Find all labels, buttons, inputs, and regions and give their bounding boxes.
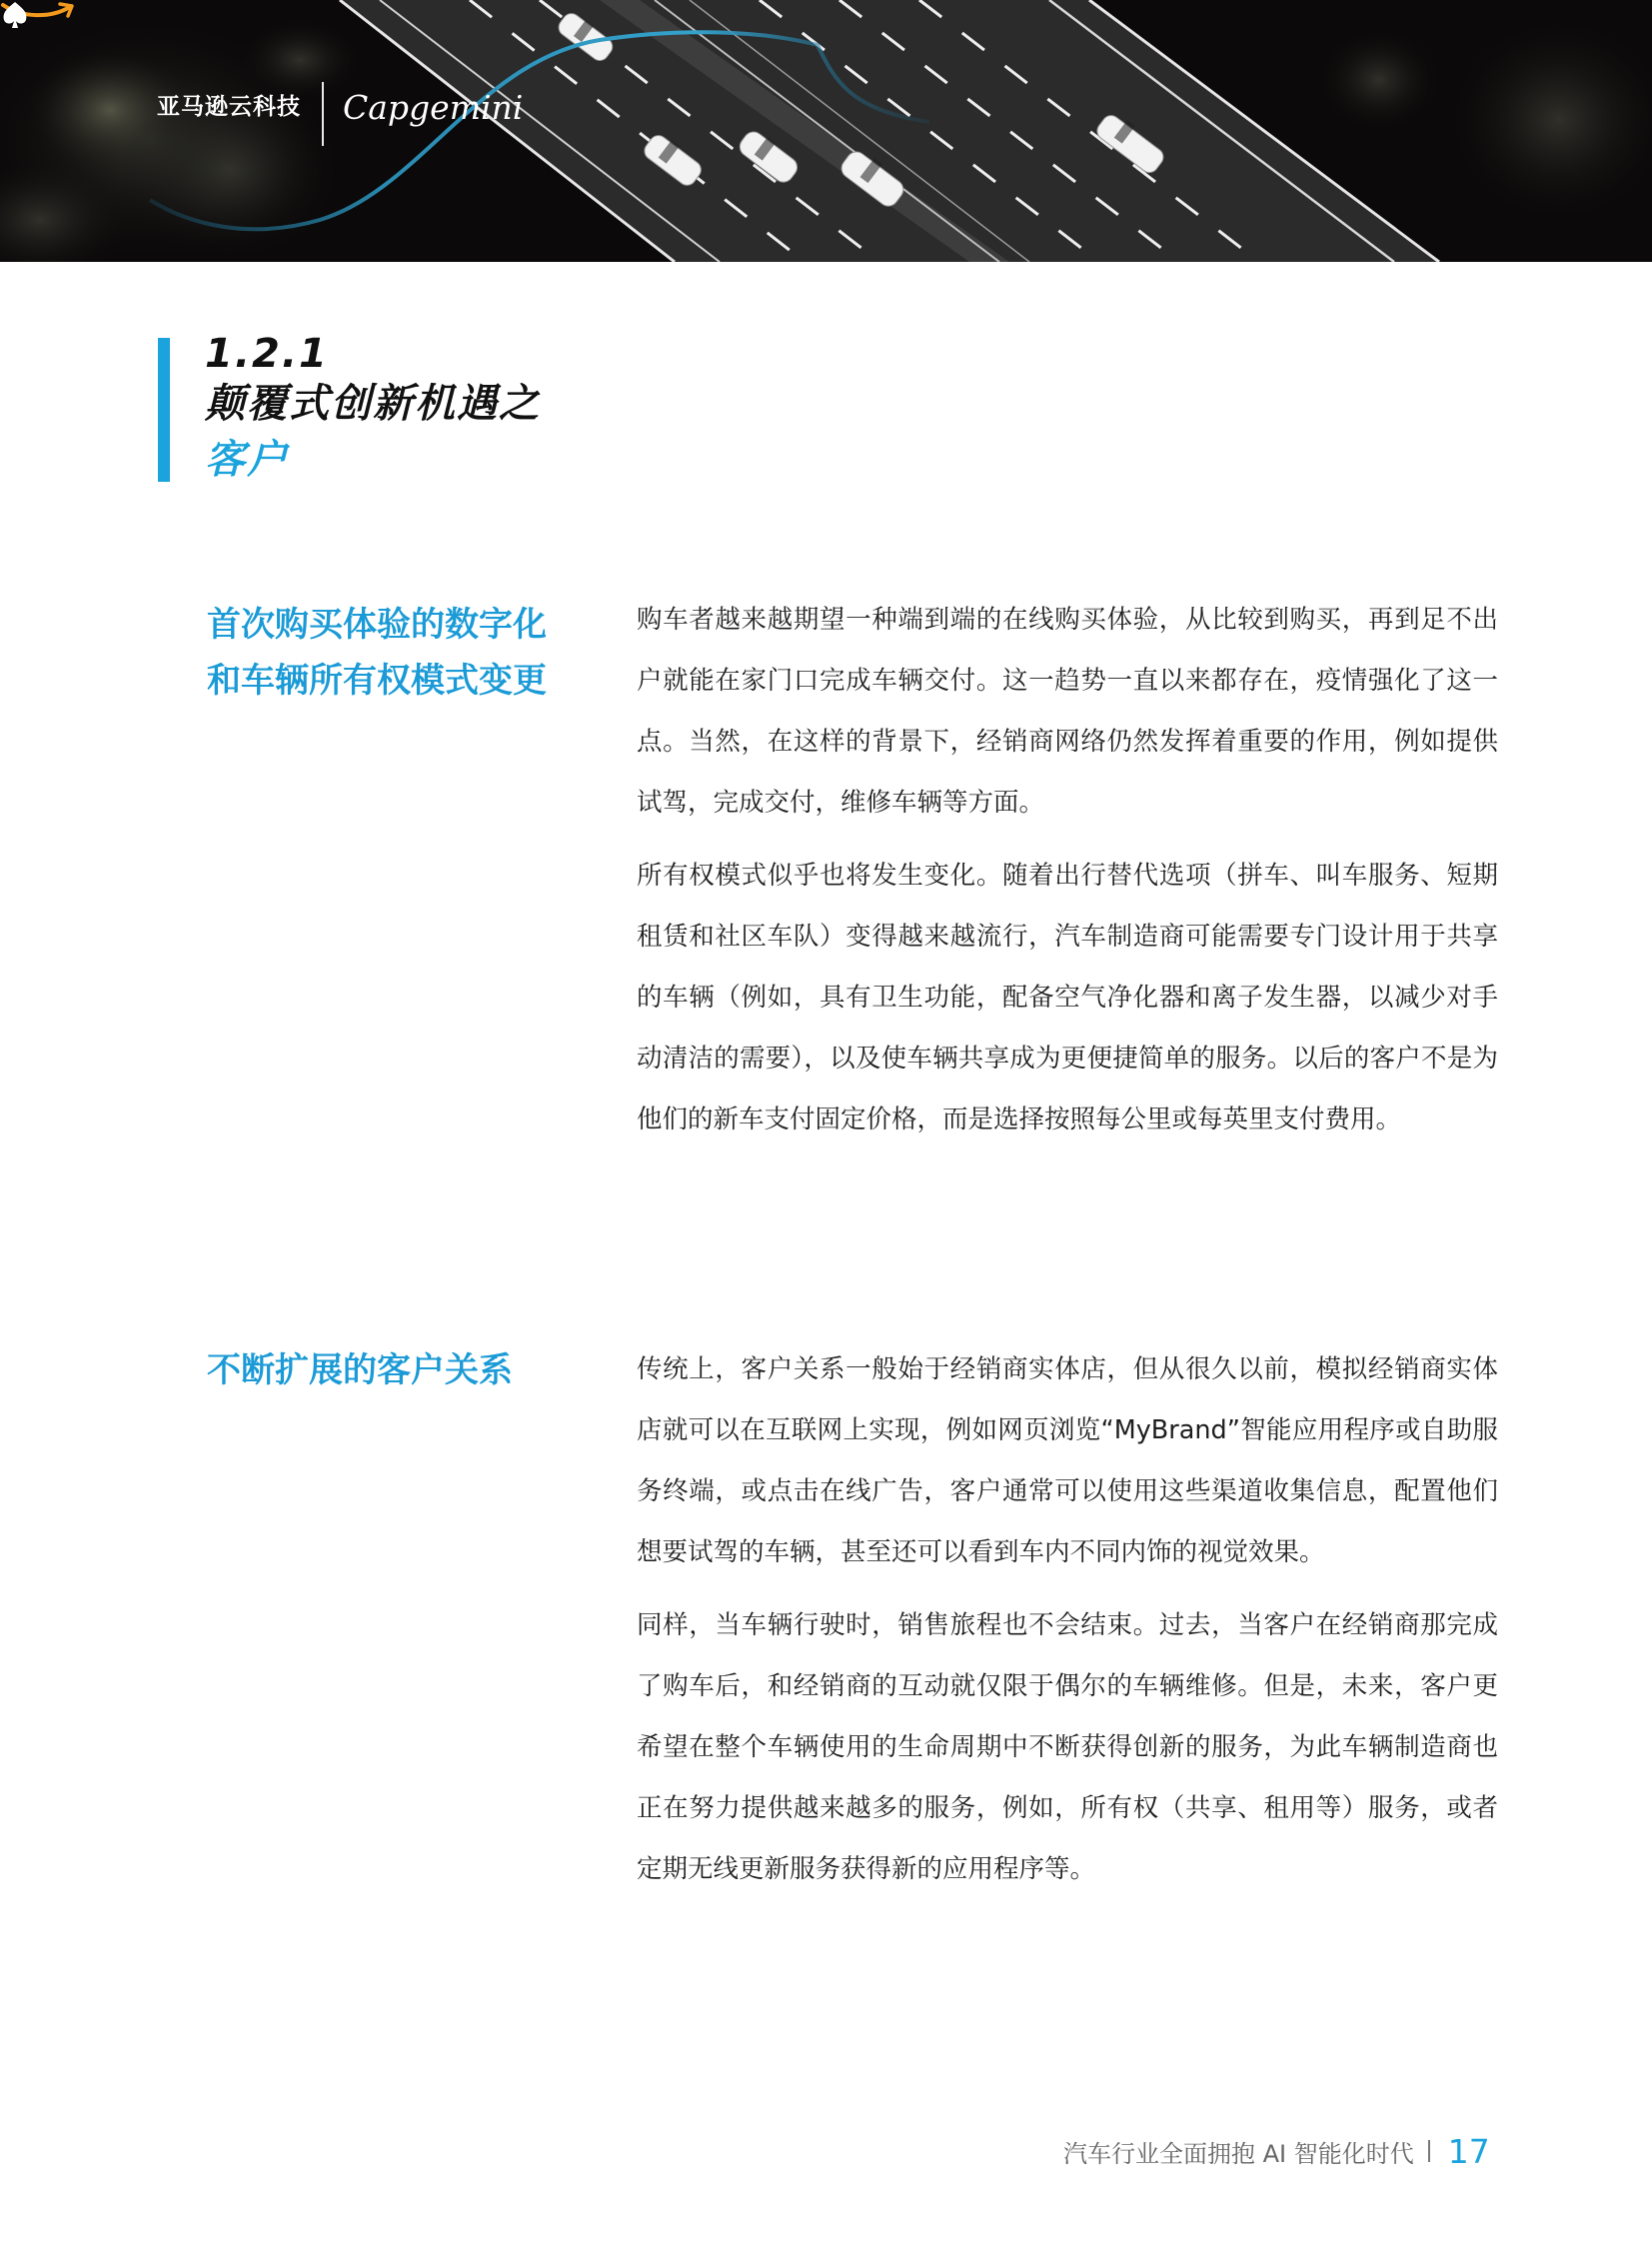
block-body-digital-purchase (637, 590, 1498, 1162)
footer-divider (1428, 2140, 1430, 2162)
paragraph: 同样，当车辆行驶时，销售旅程也不会结束。过去，当客户在经销商那完成了购车后，和经销商的互动就仅限于偶尔的车辆维修。但是，未来，客户更希望在整个车辆使用的生命周期中不断获得创新的服务，为此车辆制造商也正在努力提供越来越多的服务，例如，所有权（共享、租用等）服务，或者定期无线更新服务获得新的应用程序等。 (637, 1610, 1498, 1884)
block-heading-digital-purchase: 首次购买体验的数字化和车辆所有权模式变更 (207, 605, 547, 701)
hero-banner (0, 0, 1652, 262)
capgemini-spade-icon (0, 0, 30, 30)
highway-aerial-image (0, 0, 1652, 262)
section-heading: 颠覆式创新机遇之 (205, 381, 541, 427)
page-number: 17 (1447, 2131, 1490, 2171)
section-title (205, 332, 541, 488)
aws-logo-text: 亚马逊云科技 (157, 94, 301, 120)
paragraph: 传统上，客户关系一般始于经销商实体店，但从很久以前，模拟经销商实体店就可以在互联网上实现，例如网页浏览“MyBrand”智能应用程序或自助服务终端，或点击在线广告，客户通常可以使用这些渠道收集信息，配置他们想要试驾的车辆，甚至还可以看到车内不同内饰的视觉效果。 (637, 1354, 1498, 1567)
title-accent-bar (158, 338, 170, 482)
block-body-customer-relations (637, 1339, 1498, 1912)
section-number: 1.2.1 (205, 331, 329, 377)
logo-divider (322, 82, 324, 146)
publication-title: 汽车行业全面拥抱 AI 智能化时代 (1063, 2139, 1414, 2168)
block-heading-customer-relations: 不断扩展的客户关系 (207, 1350, 513, 1390)
paragraph: 所有权模式似乎也将发生变化。随着出行替代选项（拼车、叫车服务、短期租赁和社区车队）变得越来越流行，汽车制造商可能需要专门设计用于共享的车辆（例如，具有卫生功能，配备空气净化器和离子发生器，以减少对手动清洁的需要），以及使车辆共享成为更便捷简单的服务。以后的客户不是为他们的新车支付固定价格，而是选择按照每公里或每英里支付费用。 (637, 861, 1498, 1134)
section-subheading: 客户 (205, 437, 289, 483)
paragraph: 购车者越来越期望一种端到端的在线购买体验，从比较到购买，再到足不出户就能在家门口完成车辆交付。这一趋势一直以来都存在，疫情强化了这一点。当然，在这样的背景下，经销商网络仍然发挥着重要的作用，例如提供试驾，完成交付，维修车辆等方面。 (637, 605, 1498, 818)
page-footer (1063, 2129, 1490, 2173)
capgemini-logo-text: Capgemini (343, 88, 524, 127)
